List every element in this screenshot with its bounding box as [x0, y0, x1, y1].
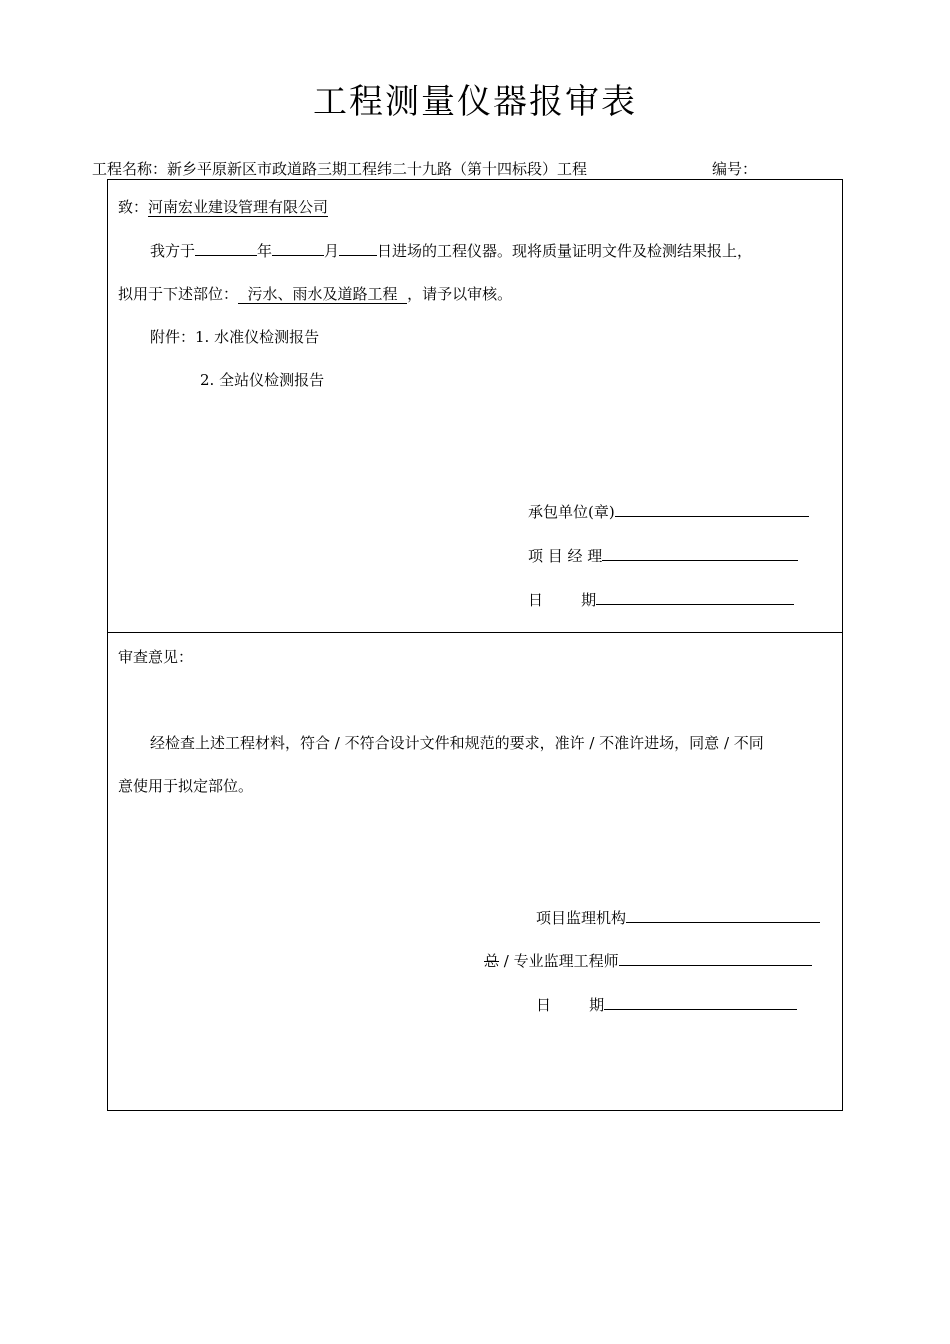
month-label: 月 [324, 242, 340, 260]
project-label: 工程名称： [92, 160, 168, 178]
year-label: 年 [257, 242, 273, 260]
attachment-item: 2. 全站仪检测报告 [200, 371, 325, 389]
to-line [118, 196, 328, 218]
day-blank[interactable] [339, 239, 377, 256]
form-frame [107, 179, 843, 1111]
to-company: 河南宏业建设管理有限公司 [148, 198, 329, 216]
sign-org-label: 项目监理机构 [536, 909, 627, 927]
location-suffix: ，请予以审核。 [407, 285, 513, 303]
opinion-line-1: 经检查上述工程材料，符合 / 不符合设计文件和规范的要求，准许 / 不准许进场，同意 / 不同 [150, 734, 764, 752]
sign-contractor [528, 500, 809, 523]
sign-engineer-struck: 总 [484, 952, 500, 970]
sign-contractor-label: 承包单位(章) [528, 503, 615, 521]
sign-manager-blank[interactable] [602, 544, 798, 561]
sign-date-2 [536, 993, 797, 1016]
review-label: 审查意见： [118, 648, 194, 666]
sign-date-blank[interactable] [596, 588, 794, 605]
location-prefix: 拟用于下述部位： [118, 285, 239, 303]
sign-org-blank[interactable] [626, 906, 820, 923]
section-divider [108, 632, 842, 633]
sign-contractor-blank[interactable] [615, 500, 809, 517]
month-blank[interactable] [272, 239, 324, 256]
sign-manager-label: 项 目 经 理 [528, 547, 603, 565]
entry-suffix: 日进场的工程仪器。现将质量证明文件及检测结果报上， [377, 242, 753, 260]
sign-date-2-label: 日 期 [536, 996, 605, 1014]
sign-engineer [484, 949, 812, 972]
year-blank[interactable] [195, 239, 257, 256]
sign-engineer-blank[interactable] [619, 949, 812, 966]
sign-date-label: 日 期 [528, 591, 597, 609]
sign-org [536, 906, 820, 929]
location-value: 污水、雨水及道路工程 [238, 285, 408, 303]
opinion-line-2: 意使用于拟定部位。 [118, 777, 254, 795]
sign-manager [528, 544, 798, 567]
attachment-label: 附件： [150, 328, 196, 346]
attachment-line-1 [150, 326, 319, 348]
sign-date-2-blank[interactable] [604, 993, 797, 1010]
entry-line [150, 239, 752, 262]
number-label: 编号： [712, 160, 758, 178]
form-title: 工程测量仪器报审表 [313, 82, 637, 122]
entry-prefix: 我方于 [150, 242, 196, 260]
to-label: 致： [118, 198, 149, 216]
project-name: 新乡平原新区市政道路三期工程纬二十九路（第十四标段）工程 [167, 160, 588, 178]
sign-date [528, 588, 794, 611]
project-name-line [92, 158, 587, 179]
sign-engineer-label: / 专业监理工程师 [499, 952, 619, 970]
attachment-item: 1. 水准仪检测报告 [195, 328, 320, 346]
location-line [118, 283, 512, 305]
